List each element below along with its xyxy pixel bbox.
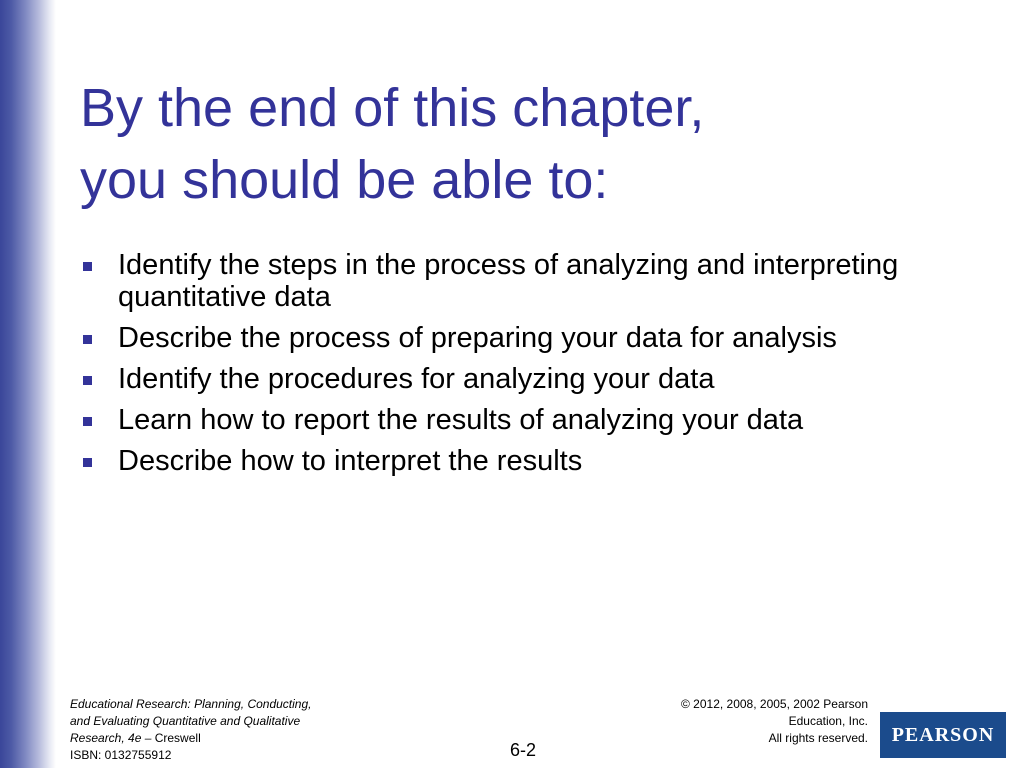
bullet-text: Describe the process of preparing your data for analysis (118, 322, 837, 354)
citation-line-2: and Evaluating Quantitative and Qualitative (70, 714, 301, 728)
copyright-line-2: Education, Inc. (788, 714, 868, 728)
square-bullet-icon (83, 335, 92, 344)
square-bullet-icon (83, 262, 92, 271)
square-bullet-icon (83, 417, 92, 426)
left-gradient-bar (0, 0, 56, 768)
page-number: 6-2 (510, 740, 537, 760)
slide-title (80, 72, 980, 216)
citation-line-3 (70, 730, 312, 747)
title-line-2: you should be able to: (80, 150, 609, 210)
isbn: ISBN: 0132755912 (70, 748, 172, 762)
copyright-notice (681, 696, 868, 747)
bullet-item (80, 404, 980, 436)
bullet-text: Describe how to interpret the results (118, 445, 583, 477)
bullet-list (80, 249, 980, 486)
title-line-1: By the end of this chapter, (80, 78, 705, 138)
square-bullet-icon (83, 376, 92, 385)
copyright-line-3: All rights reserved. (768, 731, 868, 745)
citation-line-1: Educational Research: Planning, Conducting, (70, 697, 312, 711)
citation-edition: Research, 4e – (70, 731, 152, 745)
copyright-line-1: © 2012, 2008, 2005, 2002 Pearson (681, 697, 868, 711)
pearson-logo (880, 712, 1006, 758)
bullet-text: Learn how to report the results of analyzing your data (118, 404, 804, 436)
bullet-item (80, 363, 980, 395)
logo-text: PEARSON (891, 723, 995, 746)
book-citation (70, 696, 312, 764)
bullet-item (80, 249, 980, 313)
bullet-text: Identify the steps in the process of analyzing and interpreting quantitative data (118, 249, 899, 313)
bullet-text: Identify the procedures for analyzing your data (118, 363, 715, 395)
bullet-item (80, 322, 980, 354)
bullet-item (80, 445, 980, 477)
square-bullet-icon (83, 458, 92, 467)
citation-author: Creswell (151, 731, 201, 745)
